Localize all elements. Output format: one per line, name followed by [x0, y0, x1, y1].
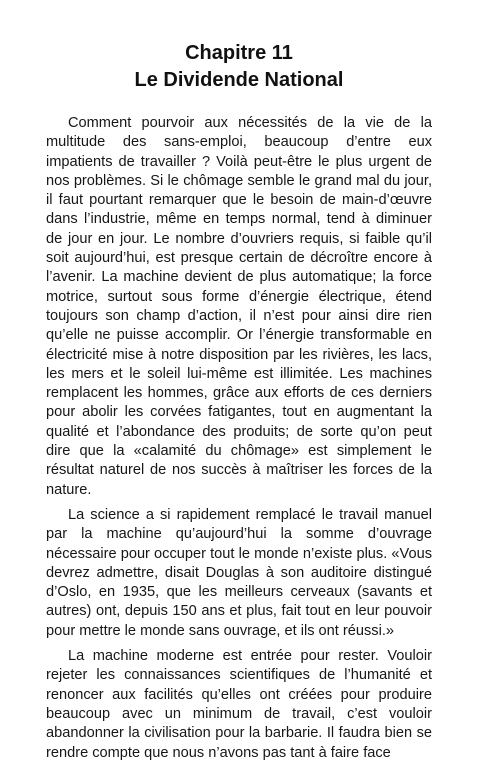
- chapter-number: Chapitre 11: [185, 42, 293, 64]
- chapter-title: Le Dividende National: [134, 69, 344, 91]
- chapter-body: [46, 114, 432, 763]
- chapter-heading: [46, 40, 432, 94]
- paragraph: Comment pourvoir aux nécessités de la vie de la multitude des sans-emploi, beaucoup d’entre eux impatients de travailler ? Voilà peut-être le plus urgent de nos problèmes. Si le chômage semble le grand mal du jour, il faut pourtant remarquer que le besoin de main-d’œuvre dans l’industrie, même en temps normal, tend à diminuer de jour en jour. Le nombre d’ouvriers requis, si faible qu’il soit aujourd’hui, est presque certain de décroître encore à l’avenir. La machine devient de plus automatique; la force motrice, surtout sous forme d’énergie électrique, étend toujours son champ d’action, il n’est pour ainsi dire rien qu’elle ne puisse accomplir. Or l’énergie transformable en électricité mise à notre disposition par les rivières, les lacs, les mers et le soleil lui-même est illimitée. Les machines remplacent les hommes, grâce aux efforts de ces derniers pour abolir les corvées fatigantes, tout en augmentant la qualité et l’abondance des produits; de sorte qu’on peut dire que la «calamité du chômage» est simplement le résultat naturel de nos succès à maîtriser les forces de la nature.: [46, 115, 432, 498]
- paragraph: La machine moderne est entrée pour rester. Vouloir rejeter les connaissances scientifiques de l’humanité et renoncer aux facilités qu’elles ont créées pour produire beaucoup avec un minimum de travail, c’est vouloir abandonner la civilisation pour la barbarie. Il faudra bien se rendre compte que nous n’avons pas tant à faire face: [46, 648, 432, 761]
- book-page: [46, 40, 432, 769]
- paragraph: La science a si rapidement remplacé le travail manuel par la machine qu’aujourd’hui la somme d’ouvrage nécessaire pour occuper tout le monde n’existe plus. «Vous devrez admettre, disait Douglas à son auditoire distingué d’Oslo, en 1935, que les meilleurs cerveaux (savants et autres) ont, depuis 150 ans et plus, fait tout en leur pouvoir pour mettre le monde sans ouvrage, et ils ont réussi.»: [46, 506, 432, 639]
